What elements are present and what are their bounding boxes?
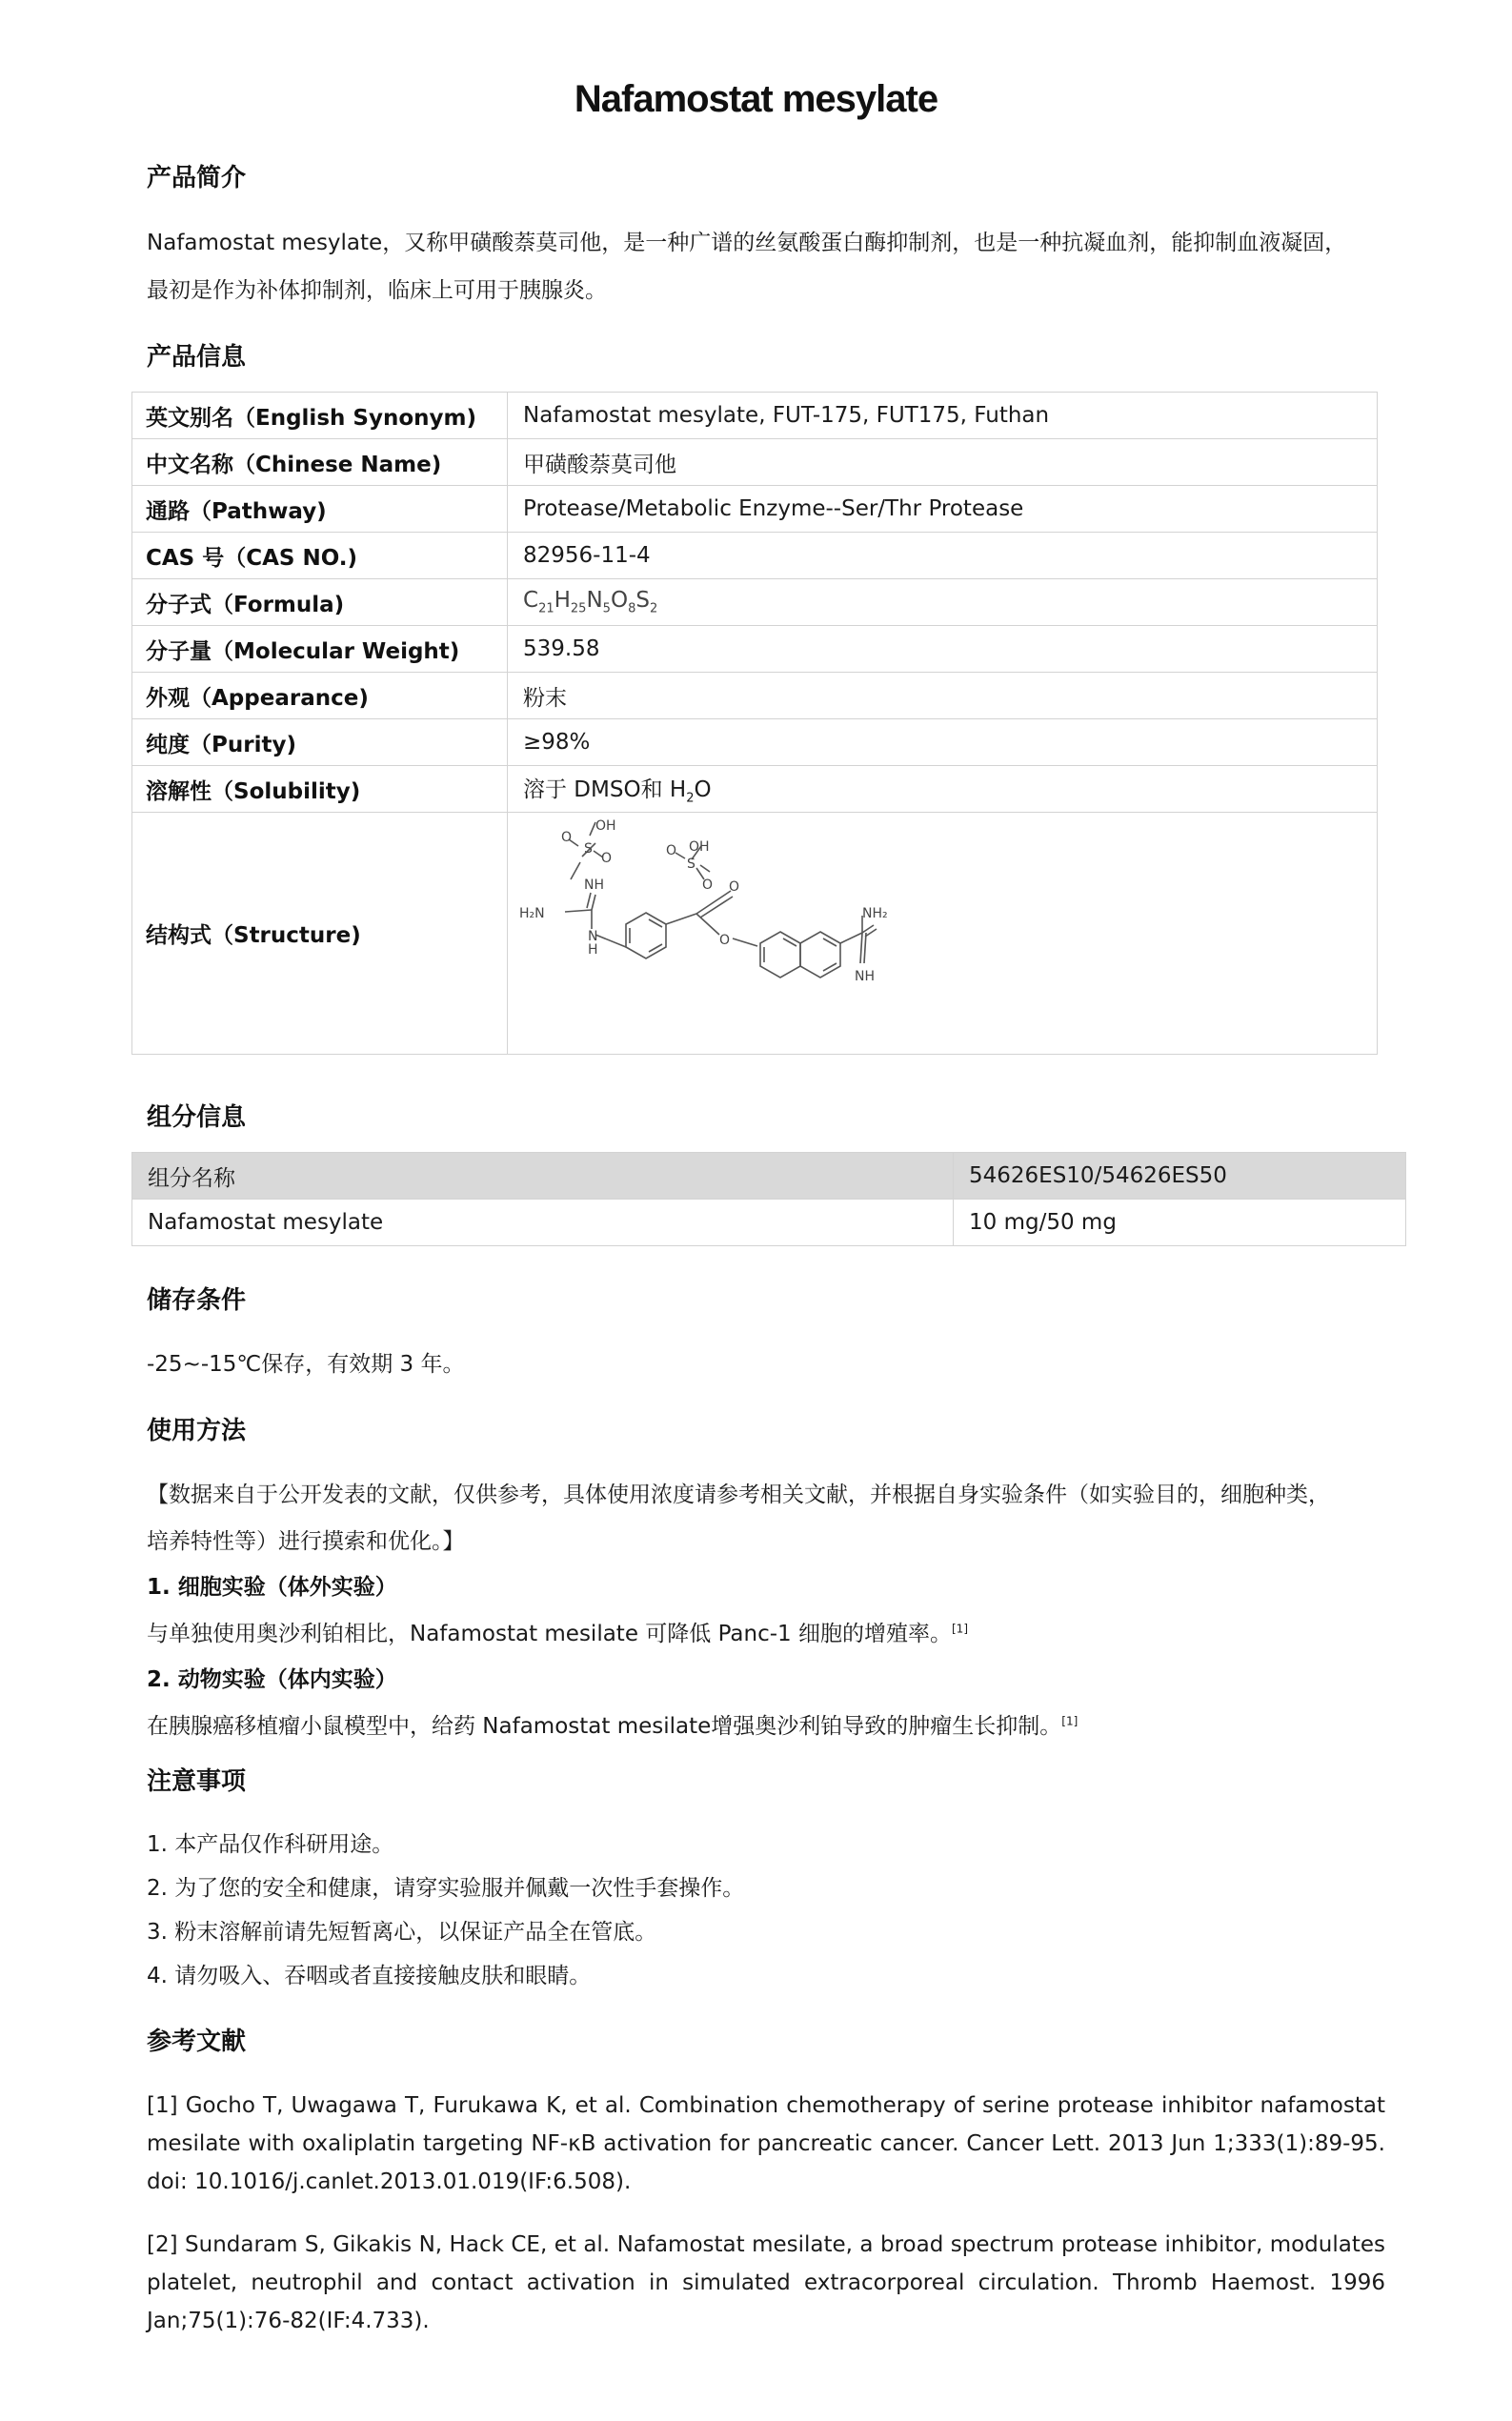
reference-2: [2] Sundaram S, Gikakis N, Hack CE, et al. Nafamostat mesilate, a broad spectrum protease inhibitor, modulates platelet, neutrophil and contact activation in simulated extracorporeal circulation. Thromb Haemost. 1996 Jan;75(1):76-82(IF:4.733).: [147, 2232, 1385, 2333]
list-item: 4. 请勿吸入、吞咽或者直接接触皮肤和眼睛。: [147, 1964, 592, 1988]
info-value: Protease/Metabolic Enzyme--Ser/Thr Protease: [508, 486, 1378, 533]
label-h-left: H: [588, 942, 598, 958]
info-value: Nafamostat mesylate, FUT-175, FUT175, Futhan: [508, 393, 1378, 439]
usage-subheading-cell: 1. 细胞实验（体外实验）: [147, 1575, 397, 1600]
structure-cell: [508, 813, 1378, 1055]
label-nh-top: NH: [584, 878, 604, 893]
intro-line-2: 最初是作为补体抑制剂，临床上可用于胰腺炎。: [147, 278, 607, 303]
usage-note-line-1: 【数据来自于公开发表的文献，仅供参考，具体使用浓度请参考相关文献，并根据自身实验条件（如实验目的，细胞种类，: [147, 1483, 1330, 1507]
intro-heading: 产品简介: [147, 164, 247, 192]
list-item: 3. 粉末溶解前请先短暂离心，以保证产品全在管底。: [147, 1920, 657, 1945]
info-row-cas: [132, 533, 1378, 579]
formula-s: S: [635, 588, 650, 614]
formula-s-count: 2: [649, 601, 658, 616]
component-amount: 10 mg/50 mg: [954, 1200, 1406, 1246]
list-item: 1. 本产品仅作科研用途。: [147, 1832, 394, 1857]
storage-heading: 储存条件: [147, 1286, 247, 1315]
label-oh-1: OH: [595, 818, 616, 834]
label-s-2: S: [687, 857, 696, 872]
info-value: 粉末: [508, 673, 1378, 719]
solubility-sub: 2: [686, 791, 695, 806]
usage-note-line-2: 培养特性等）进行摸索和优化。】: [147, 1529, 465, 1554]
solubility-value: [508, 766, 1378, 813]
label-nh2-right: NH₂: [862, 906, 888, 921]
info-heading: 产品信息: [147, 343, 247, 372]
label-h2n: H₂N: [519, 906, 545, 921]
info-row-pathway: [132, 486, 1378, 533]
info-row-purity: [132, 719, 1378, 766]
citation-1-animal: [1]: [1061, 1714, 1079, 1728]
label-oh-2: OH: [689, 839, 710, 855]
info-value: 甲磺酸萘莫司他: [508, 439, 1378, 486]
info-row-structure: [132, 813, 1378, 1055]
formula-c-count: 21: [538, 601, 554, 616]
info-row-solubility: [132, 766, 1378, 813]
label-o-2a: O: [666, 843, 677, 858]
info-row-chinese-name: [132, 439, 1378, 486]
formula-h-count: 25: [570, 601, 587, 616]
list-item: 2. 为了您的安全和健康，请穿实验服并佩戴一次性手套操作。: [147, 1876, 745, 1901]
info-key: 中文名称（Chinese Name): [132, 439, 508, 486]
info-key: 英文别名（English Synonym): [132, 393, 508, 439]
info-value: 82956-11-4: [508, 533, 1378, 579]
label-nh-right: NH: [855, 969, 875, 984]
usage-cell-text: [147, 1616, 968, 1647]
info-key: 溶解性（Solubility): [132, 766, 508, 813]
label-o-2b: O: [702, 878, 714, 893]
solubility-pre: 溶于 DMSO和 H: [523, 777, 687, 803]
info-key: 通路（Pathway): [132, 486, 508, 533]
components-header-name: 组分名称: [132, 1153, 954, 1200]
usage-cell-sentence: 与单独使用奥沙利铂相比，Nafamostat mesilate 可降低 Panc-1 细胞的增殖率。: [147, 1622, 952, 1646]
label-n-left: N: [588, 929, 598, 944]
formula-value: [508, 579, 1378, 626]
components-table: [131, 1152, 1406, 1246]
info-key: 纯度（Purity): [132, 719, 508, 766]
intro-line-1: Nafamostat mesylate，又称甲磺酸萘莫司他，是一种广谱的丝氨酸蛋白酶抑制剂，也是一种抗凝血剂，能抑制血液凝固，: [147, 231, 1347, 255]
structure-image: [508, 813, 965, 1048]
components-heading: 组分信息: [147, 1103, 247, 1132]
label-o-1a: O: [561, 830, 573, 845]
references-heading: 参考文献: [147, 2028, 247, 2056]
component-name: Nafamostat mesylate: [132, 1200, 954, 1246]
storage-text: -25~-15℃保存，有效期 3 年。: [147, 1352, 465, 1377]
usage-subheading-animal: 2. 动物实验（体内实验）: [147, 1667, 397, 1692]
info-key: 结构式（Structure): [132, 813, 508, 1055]
notes-heading: 注意事项: [147, 1767, 247, 1796]
page-title: Nafamostat mesylate: [574, 78, 938, 120]
usage-animal-text: [147, 1708, 1078, 1740]
formula-h: H: [554, 588, 571, 614]
info-key: 分子式（Formula): [132, 579, 508, 626]
label-o-ester: O: [719, 933, 731, 948]
table-row: [132, 1200, 1406, 1246]
product-info-table: [131, 392, 1378, 1055]
label-s-1: S: [584, 841, 593, 857]
formula-o-count: 8: [628, 601, 636, 616]
info-row-appearance: [132, 673, 1378, 719]
formula-n: N: [586, 588, 603, 614]
reference-1: [1] Gocho T, Uwagawa T, Furukawa K, et al. Combination chemotherapy of serine protease inhibitor nafamostat mesilate with oxaliplatin targeting NF-κB activation for pancreatic cancer. Cancer Lett. 2013 Jun 1;333(1):89-95. doi: 10.1016/j.canlet.2013.01.019(IF:6.508).: [147, 2093, 1385, 2194]
info-key: 外观（Appearance): [132, 673, 508, 719]
label-o-1b: O: [601, 851, 613, 866]
info-value: 539.58: [508, 626, 1378, 673]
components-header-row: [132, 1153, 1406, 1200]
info-row-formula: [132, 579, 1378, 626]
label-o-carbonyl: O: [729, 879, 740, 895]
info-row-mw: [132, 626, 1378, 673]
info-row-synonym: [132, 393, 1378, 439]
formula-o: O: [610, 588, 629, 614]
usage-heading: 使用方法: [147, 1417, 247, 1445]
usage-animal-sentence: 在胰腺癌移植瘤小鼠模型中，给药 Nafamostat mesilate增强奥沙利铂导致的肿瘤生长抑制。: [147, 1714, 1062, 1739]
info-key: CAS 号（CAS NO.): [132, 533, 508, 579]
info-value: ≥98%: [508, 719, 1378, 766]
formula-n-count: 5: [602, 601, 611, 616]
solubility-post: O: [694, 777, 712, 803]
formula-c: C: [523, 588, 539, 614]
info-key: 分子量（Molecular Weight): [132, 626, 508, 673]
components-header-sku: 54626ES10/54626ES50: [954, 1153, 1406, 1200]
citation-1: [1]: [952, 1622, 968, 1636]
